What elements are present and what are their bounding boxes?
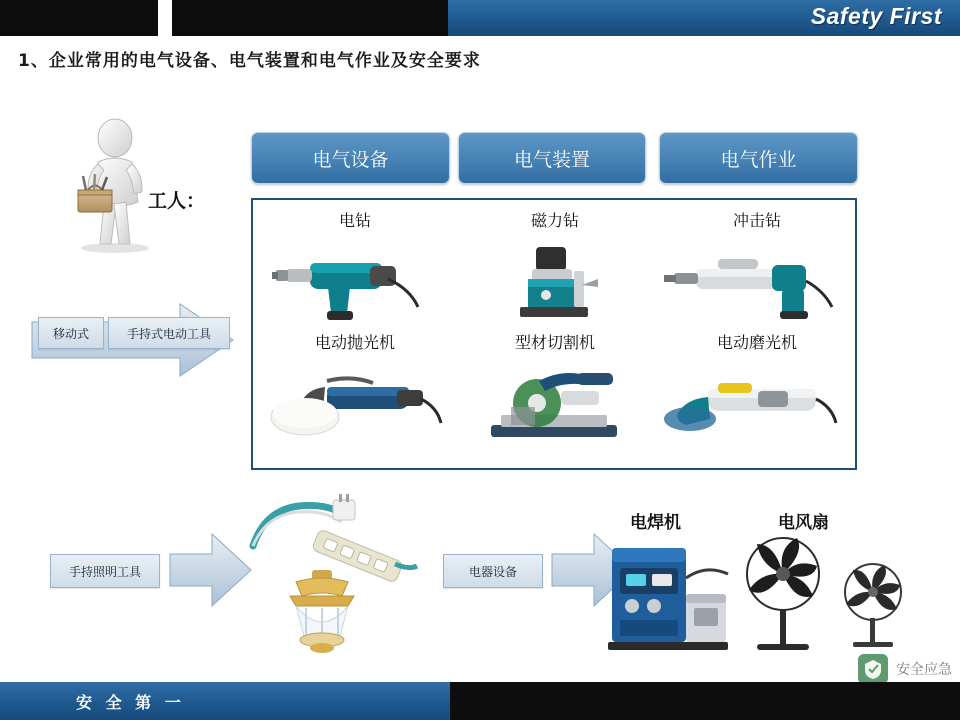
pill-handheld-power-tool xyxy=(108,317,230,349)
slide-header xyxy=(0,0,960,36)
tool-cell-magnetic-drill xyxy=(455,208,655,321)
pill-label: 手持式电动工具 xyxy=(126,326,211,341)
tab-electrical-device[interactable] xyxy=(458,132,646,184)
tool-name: 电钻 xyxy=(338,211,371,230)
watermark-text: 安全应急 xyxy=(896,662,952,678)
tool-name: 电动抛光机 xyxy=(314,333,395,352)
tool-cell-hammer-drill xyxy=(657,208,857,321)
tab-label: 电气装置 xyxy=(513,148,590,171)
explosion-proof-lamp-icon xyxy=(262,570,382,660)
watermark xyxy=(858,654,952,684)
tab-electrical-equipment[interactable] xyxy=(251,132,450,184)
arrow-right-icon-lighting xyxy=(168,528,253,613)
hammer-drill-icon xyxy=(657,235,857,321)
tool-name: 型材切割机 xyxy=(514,333,595,352)
tab-electrical-work[interactable] xyxy=(659,132,858,184)
tool-name: 电动磨光机 xyxy=(716,333,797,352)
fan-label: 电风扇 xyxy=(778,513,829,533)
tab-label: 电气设备 xyxy=(312,148,389,171)
footer-black-band xyxy=(450,682,960,720)
welding-machine-icon xyxy=(602,538,737,658)
industrial-fan-icon xyxy=(735,530,925,660)
tab-label: 电气作业 xyxy=(720,148,797,171)
electric-angle-grinder-icon xyxy=(657,357,857,443)
slide-footer xyxy=(0,682,960,720)
header-white-gap xyxy=(158,0,172,36)
pill-mobile-type xyxy=(38,317,104,349)
pill-label: 移动式 xyxy=(52,326,89,341)
electric-polisher-icon xyxy=(255,357,455,443)
header-black-block-mid xyxy=(172,0,448,36)
tool-cell-electric-drill xyxy=(255,208,455,321)
header-black-block-left xyxy=(0,0,158,36)
pill-label: 电器设备 xyxy=(468,564,517,579)
magnetic-drill-icon xyxy=(455,235,655,321)
tool-name: 冲击钻 xyxy=(732,211,781,230)
pill-handheld-lighting-tool xyxy=(50,554,160,588)
page-title: 1、企业常用的电气设备、电气装置和电气作业及安全要求 xyxy=(18,51,481,71)
tool-name: 磁力钻 xyxy=(530,211,579,230)
footer-blue-band xyxy=(0,682,450,720)
tools-panel xyxy=(251,198,857,470)
footer-text: 安 全 第 一 xyxy=(76,693,185,712)
pill-electrical-appliance xyxy=(443,554,543,588)
header-title: Safety First xyxy=(810,3,942,29)
watermark-logo-icon xyxy=(858,654,888,684)
tool-cell-electric-angle-grinder xyxy=(657,330,857,443)
electric-drill-icon xyxy=(255,235,455,321)
pill-label: 手持照明工具 xyxy=(68,564,141,579)
welder-label: 电焊机 xyxy=(630,513,681,533)
profile-cutting-machine-icon xyxy=(455,357,655,443)
tool-cell-profile-cutting-machine xyxy=(455,330,655,443)
worker-label: 工人： xyxy=(148,190,206,212)
tool-cell-electric-polisher xyxy=(255,330,455,443)
